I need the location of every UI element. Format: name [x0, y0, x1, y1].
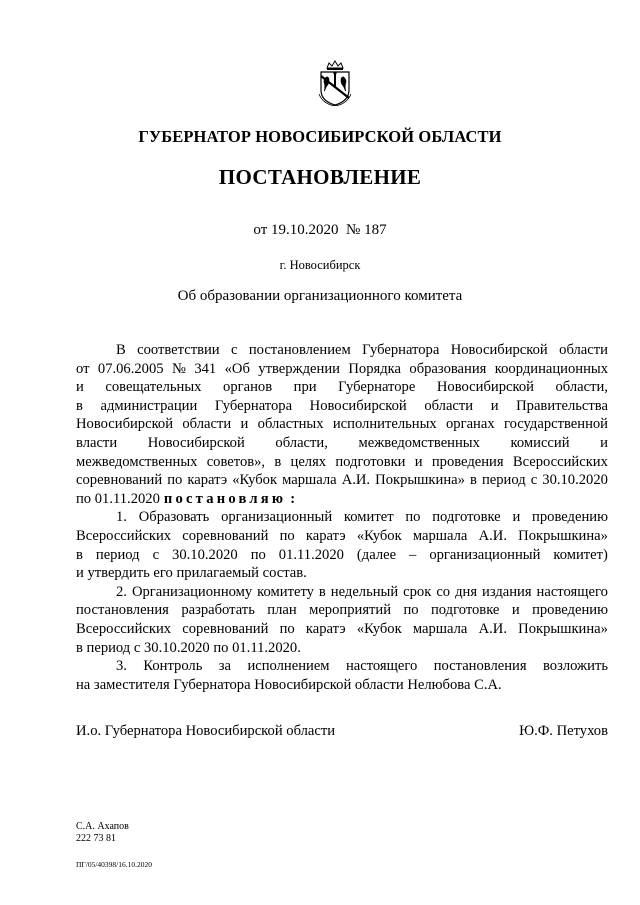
clause-2-line: в период с 30.10.2020 по 01.11.2020.: [76, 639, 301, 656]
body-line: Новосибирской области и областных исполнительных органах государственной: [76, 416, 608, 433]
document-registry-code: ПГ/05/40398/16.10.2020: [76, 860, 153, 869]
body-line: власти Новосибирской области, межведомственных комиссий и: [76, 434, 608, 451]
document-subject: Об образовании организационного комитета: [177, 288, 463, 304]
document-type: ПОСТАНОВЛЕНИЕ: [218, 165, 422, 189]
executor-name: С.А. Ахапов: [76, 821, 129, 832]
body-line-decree: [76, 490, 608, 509]
body-line: от 07.06.2005 № 341 «Об утверждении Порядка образования координационных: [76, 360, 608, 377]
signatory-position: И.о. Губернатора Новосибирской области: [76, 723, 336, 739]
body-line: В соответствии с постановлением Губернатора Новосибирской области: [116, 342, 608, 358]
clause-3-line: 3. Контроль за исполнением настоящего постановления возложить: [116, 658, 608, 675]
authority-title: ГУБЕРНАТОР НОВОСИБИРСКОЙ ОБЛАСТИ: [138, 127, 502, 146]
clause-1-line: и утвердить его прилагаемый состав.: [76, 565, 307, 582]
signature-block: [76, 723, 608, 740]
clause-1-line: Всероссийских соревнований по каратэ «Кубок маршала А.И. Покрышкина»: [76, 527, 608, 544]
body-line: по 01.11.2020: [76, 490, 160, 507]
body-line: соревнований по каратэ «Кубок маршала А.И. Покрышкина» в период с 30.10.2020: [76, 472, 608, 489]
executor-info: [76, 821, 129, 845]
clause-3-line: на заместителя Губернатора Новосибирской области Нелюбова С.А.: [76, 676, 502, 693]
decree-word: постановляю :: [163, 490, 296, 507]
clause-1-line: в период с 30.10.2020 по 01.11.2020 (далее – организационный комитет): [76, 546, 608, 563]
clause-2-line: постановления разработать план мероприятий по подготовке и проведению: [76, 602, 608, 619]
novosibirsk-coat-of-arms-icon: [318, 60, 352, 106]
document-date-number: от 19.10.2020 № 187: [253, 222, 387, 238]
body-line: межведомственных советов», в целях подготовки и проведения Всероссийских: [76, 453, 608, 470]
clause-1-line: 1. Образовать организационный комитет по подготовке и проведению: [116, 509, 608, 526]
document-city: г. Новосибирск: [279, 258, 361, 272]
signatory-name: Ю.Ф. Петухов: [519, 723, 608, 739]
executor-phone: 222 73 81: [76, 833, 116, 844]
body-line: и совещательных органов при Губернаторе Новосибирской области,: [76, 379, 608, 396]
clause-2-line: 2. Организационному комитету в недельный срок со дня издания настоящего: [116, 583, 608, 600]
body-line: в администрации Губернатора Новосибирской области и Правительства: [76, 397, 608, 414]
document-body: [76, 341, 608, 694]
clause-2-line: Всероссийских соревнований по каратэ «Кубок маршала А.И. Покрышкина»: [76, 620, 608, 637]
